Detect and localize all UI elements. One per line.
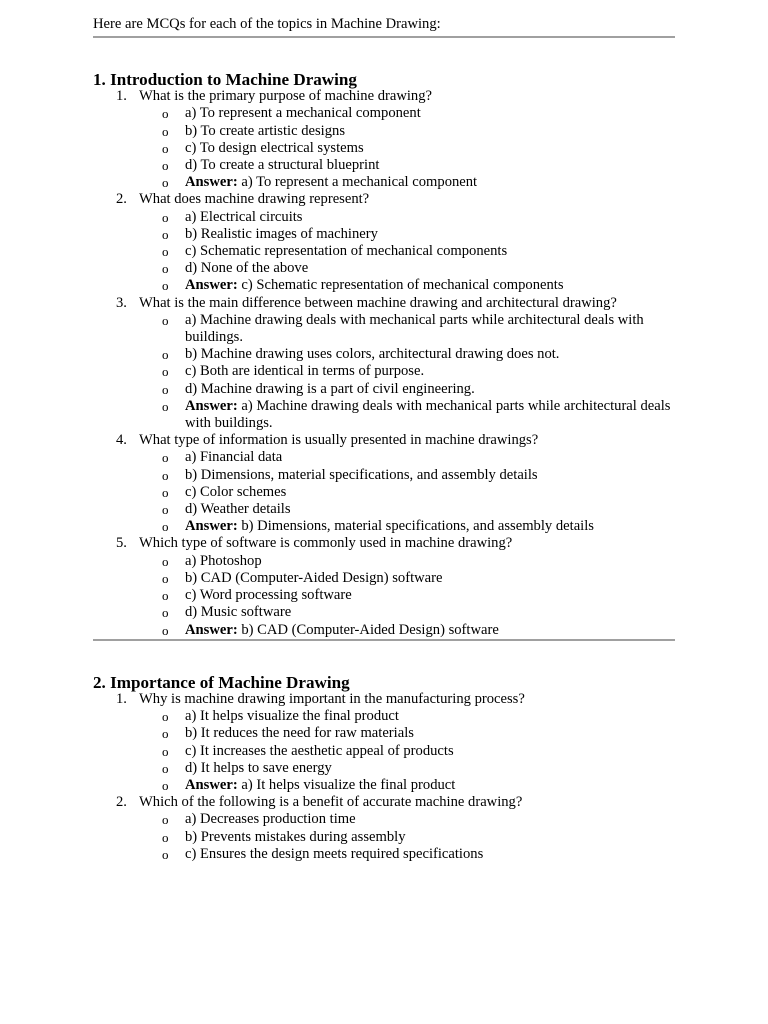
bullet-marker: o [162,622,169,638]
option-text: c) Schematic representation of mechanical components [185,243,508,260]
question-item [93,191,675,294]
bullet-marker: o [162,347,169,363]
option-item [139,140,675,157]
bullet-marker: o [162,244,169,260]
bullet-marker: o [162,588,169,604]
option-item [139,811,675,828]
option-item [139,570,675,587]
bullet-marker: o [162,846,169,862]
option-item [139,743,675,760]
question-text: What does machine drawing represent? [139,191,370,208]
option-list [139,209,675,295]
bullet-marker: o [162,812,169,828]
option-item [139,363,675,380]
bullet-marker: o [162,364,169,380]
option-item [139,157,675,174]
answer-item [139,174,675,191]
bullet-marker: o [162,829,169,845]
bullet-marker: o [162,450,169,466]
option-text: b) CAD (Computer-Aided Design) software [185,569,443,586]
option-text: c) Word processing software [185,587,352,604]
answer-label: Answer: [185,277,238,294]
question-item [93,295,675,433]
answer-item [139,398,675,432]
option-text: d) Weather details [185,501,291,518]
option-text: c) Color schemes [185,483,287,500]
option-list [139,553,675,639]
question-number: 5. [116,535,127,552]
question-item [93,535,675,638]
option-text: b) It reduces the need for raw materials [185,725,414,742]
option-text: c) To design electrical systems [185,139,364,156]
bullet-marker: o [162,175,169,191]
question-text: What type of information is usually presented in machine drawings? [139,432,539,449]
question-item [93,432,675,535]
option-item [139,226,675,243]
section-title-introduction: 1. Introduction to Machine Drawing [93,70,357,89]
answer-text: b) Dimensions, material specifications, and assembly details [241,518,594,535]
question-number: 1. [116,690,127,707]
answer-text: a) Machine drawing deals with mechanical parts while architectural deals with buildings. [185,397,671,432]
bullet-marker: o [162,158,169,174]
option-item [139,604,675,621]
option-item [139,467,675,484]
option-text: a) Machine drawing deals with mechanical parts while architectural deals with buildings. [185,311,644,346]
answer-label: Answer: [185,174,238,191]
option-item [139,243,675,260]
option-item [139,725,675,742]
option-item [139,760,675,777]
bullet-marker: o [162,209,169,225]
bullet-marker: o [162,743,169,759]
option-item [139,209,675,226]
question-item [93,691,675,794]
question-text: Which of the following is a benefit of accurate machine drawing? [139,794,523,811]
bullet-marker: o [162,709,169,725]
option-item [139,553,675,570]
option-item [139,312,675,346]
question-item [93,794,675,863]
option-list [139,105,675,191]
option-text: d) It helps to save energy [185,759,332,776]
answer-item [139,777,675,794]
option-text: c) Ensures the design meets required specifications [185,845,484,862]
option-text: b) To create artistic designs [185,122,345,139]
option-text: b) Prevents mistakes during assembly [185,828,406,845]
answer-text: a) It helps visualize the final product [241,776,456,793]
bullet-marker: o [162,381,169,397]
bullet-marker: o [162,519,169,535]
option-text: a) Electrical circuits [185,208,303,225]
option-item [139,260,675,277]
question-text: What is the main difference between machine drawing and architectural drawing? [139,294,617,311]
answer-item [139,622,675,639]
option-item [139,484,675,501]
option-text: a) Financial data [185,449,283,466]
option-item [139,123,675,140]
bullet-marker: o [162,467,169,483]
bullet-marker: o [162,398,169,414]
document-page [93,16,675,863]
question-text: Which type of software is commonly used in machine drawing? [139,535,513,552]
bullet-marker: o [162,760,169,776]
option-text: b) Realistic images of machinery [185,225,378,242]
question-number: 4. [116,432,127,449]
option-item [139,708,675,725]
option-item [139,105,675,122]
answer-label: Answer: [185,397,238,414]
option-list [139,811,675,863]
bullet-marker: o [162,777,169,793]
option-text: d) Music software [185,604,292,621]
question-text: Why is machine drawing important in the manufacturing process? [139,690,525,707]
divider-top [93,36,675,38]
bullet-marker: o [162,553,169,569]
bullet-marker: o [162,140,169,156]
question-number: 2. [116,794,127,811]
bullet-marker: o [162,123,169,139]
option-text: a) To represent a mechanical component [185,105,421,122]
intro-text: Here are MCQs for each of the topics in Machine Drawing: [93,16,441,32]
option-list [139,708,675,794]
option-list [139,449,675,535]
answer-item [139,518,675,535]
option-item [139,846,675,863]
option-text: b) Dimensions, material specifications, and assembly details [185,466,538,483]
question-number: 2. [116,191,127,208]
option-item [139,381,675,398]
option-text: c) It increases the aesthetic appeal of products [185,742,454,759]
answer-text: a) To represent a mechanical component [241,174,478,191]
bullet-marker: o [162,261,169,277]
question-number: 3. [116,294,127,311]
option-text: a) Decreases production time [185,811,356,828]
question-list-section-1 [93,88,675,639]
answer-text: c) Schematic representation of mechanical components [241,277,564,294]
option-item [139,829,675,846]
answer-item [139,277,675,294]
option-text: a) It helps visualize the final product [185,708,399,725]
bullet-marker: o [162,484,169,500]
option-item [139,449,675,466]
option-text: a) Photoshop [185,552,262,569]
answer-label: Answer: [185,518,238,535]
question-item [93,88,675,191]
bullet-marker: o [162,726,169,742]
question-number: 1. [116,88,127,105]
option-text: d) None of the above [185,260,309,277]
option-item [139,587,675,604]
bullet-marker: o [162,226,169,242]
bullet-marker: o [162,312,169,328]
option-text: b) Machine drawing uses colors, architectural drawing does not. [185,346,560,363]
answer-text: b) CAD (Computer-Aided Design) software [241,621,499,638]
answer-label: Answer: [185,621,238,638]
option-text: d) Machine drawing is a part of civil engineering. [185,380,475,397]
bullet-marker: o [162,502,169,518]
divider-middle [93,639,675,641]
bullet-marker: o [162,106,169,122]
section-title-importance: 2. Importance of Machine Drawing [93,672,350,692]
option-text: d) To create a structural blueprint [185,157,380,174]
bullet-marker: o [162,278,169,294]
answer-label: Answer: [185,776,238,793]
bullet-marker: o [162,605,169,621]
option-item [139,501,675,518]
bullet-marker: o [162,570,169,586]
question-list-section-2 [93,691,675,863]
option-list [139,312,675,432]
question-text: What is the primary purpose of machine drawing? [139,88,432,105]
option-text: c) Both are identical in terms of purpose. [185,363,425,380]
option-item [139,346,675,363]
